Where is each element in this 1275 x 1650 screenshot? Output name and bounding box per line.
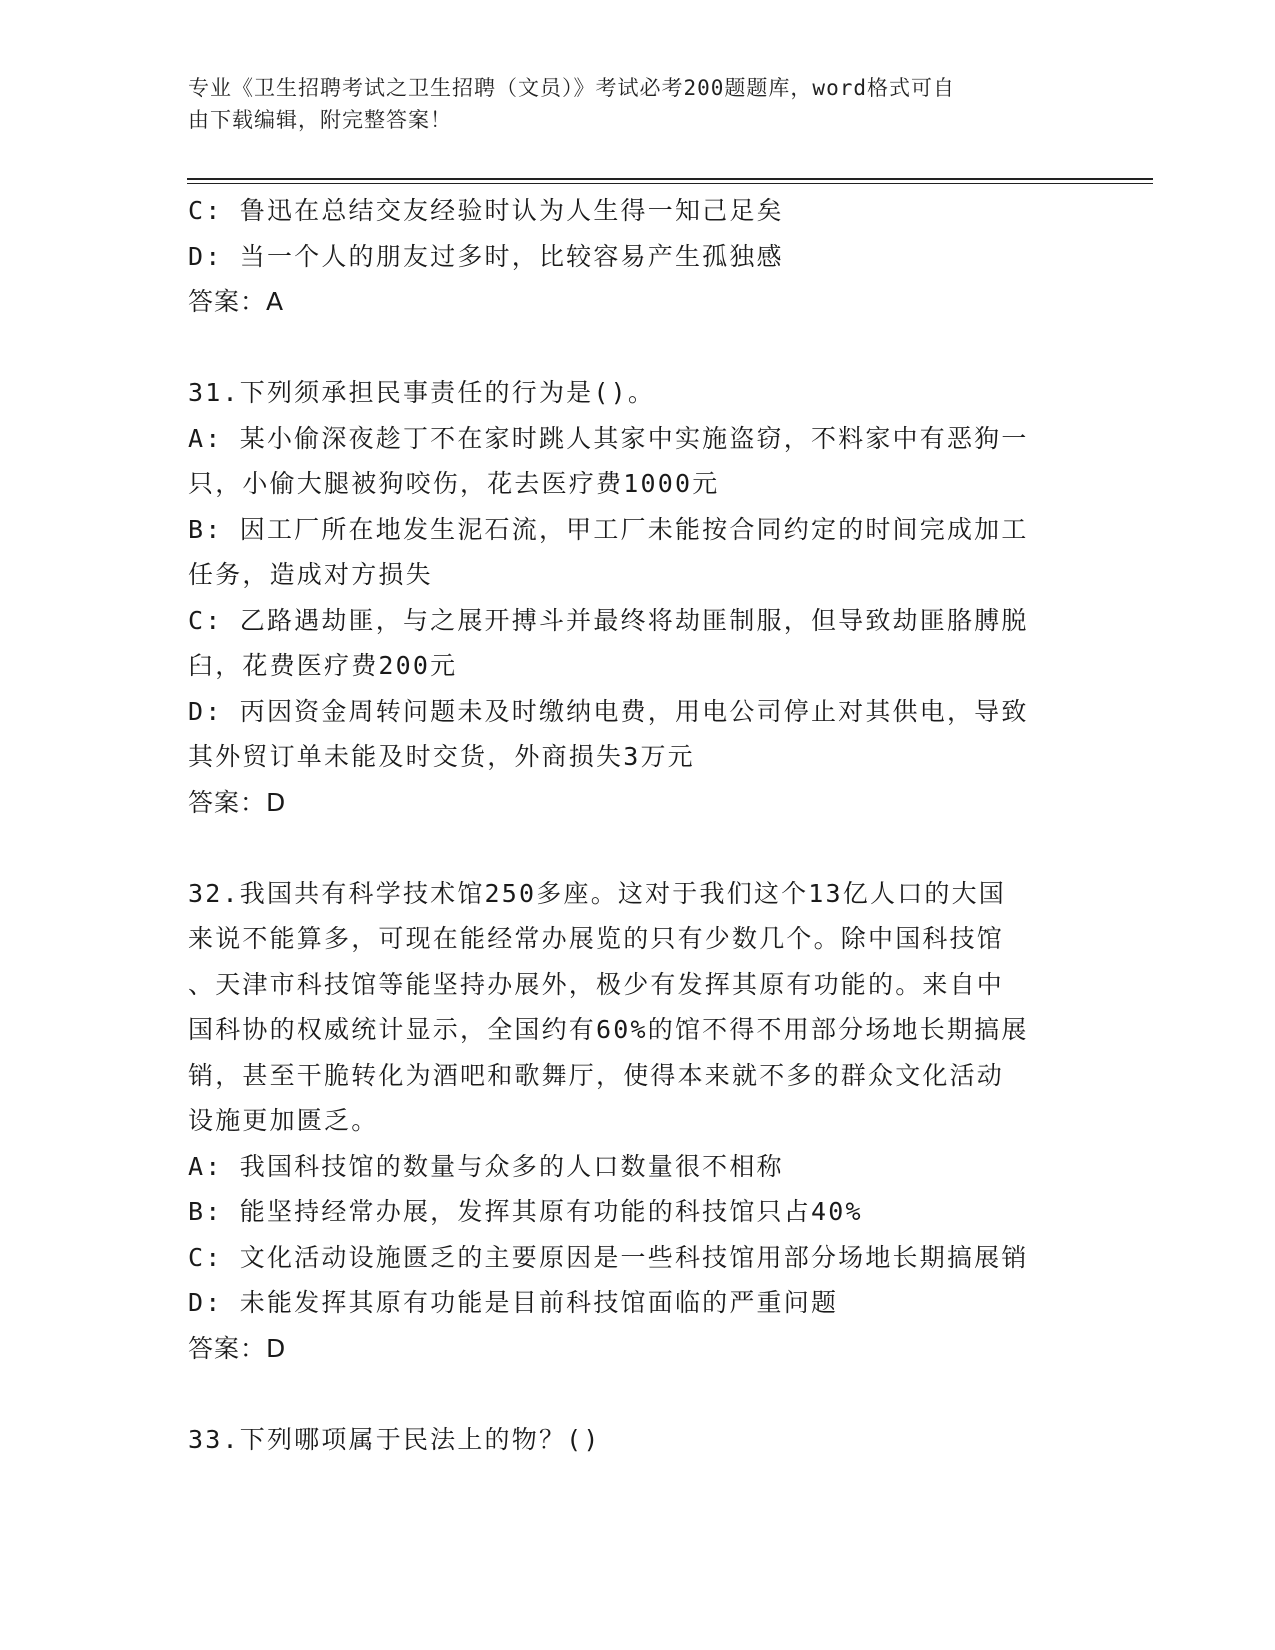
spacer — [188, 1371, 1088, 1417]
question-stem-cont: 、天津市科技馆等能坚持办展外，极少有发挥其原有功能的。来自中 — [188, 969, 1005, 999]
question-30 — [188, 188, 1088, 325]
option-a: A: 我国科技馆的数量与众多的人口数量很不相称 — [188, 1151, 784, 1181]
option-d-cont: 其外贸订单未能及时交货，外商损失3万元 — [188, 742, 695, 771]
spacer — [188, 325, 1088, 371]
question-stem-cont: 销，甚至干脆转化为酒吧和歌舞厅，使得本来就不多的群众文化活动 — [188, 1060, 1005, 1090]
option-d: D: 未能发挥其原有功能是目前科技馆面临的严重问题 — [188, 1288, 839, 1317]
question-stem-cont: 国科协的权威统计显示，全国约有60%的馆不得不用部分场地长期搞展 — [188, 1015, 1029, 1044]
question-32 — [188, 871, 1088, 1372]
question-stem-cont: 设施更加匮乏。 — [188, 1106, 379, 1135]
question-stem: 31.下列须承担民事责任的行为是()。 — [188, 378, 656, 407]
document-header — [188, 72, 1068, 136]
option-b: B: 能坚持经常办展，发挥其原有功能的科技馆只占40% — [188, 1197, 863, 1226]
option-a: A: 某小偷深夜趁丁不在家时跳人其家中实施盗窃，不料家中有恶狗一 — [188, 423, 1029, 453]
option-b-cont: 任务，造成对方损失 — [188, 560, 433, 589]
question-33 — [188, 1417, 1088, 1463]
question-stem-cont: 来说不能算多，可现在能经常办展览的只有少数几个。除中国科技馆 — [188, 924, 1005, 953]
header-divider-thick — [187, 178, 1153, 180]
option-c-cont: 臼，花费医疗费200元 — [188, 651, 458, 680]
answer: 答案：A — [188, 287, 285, 316]
spacer — [188, 825, 1088, 871]
document-body — [188, 188, 1088, 1462]
option-a-cont: 只，小偷大腿被狗咬伤，花去医疗费1000元 — [188, 469, 720, 498]
header-divider-thin — [187, 183, 1153, 184]
option-c: C: 文化活动设施匮乏的主要原因是一些科技馆用部分场地长期搞展销 — [188, 1242, 1029, 1272]
option-c: C: 鲁迅在总结交友经验时认为人生得一知己足矣 — [188, 196, 784, 225]
option-d: D: 当一个人的朋友过多时，比较容易产生孤独感 — [188, 241, 784, 271]
question-stem: 32.我国共有科学技术馆250多座。这对于我们这个13亿人口的大国 — [188, 878, 1007, 908]
option-c: C: 乙路遇劫匪，与之展开搏斗并最终将劫匪制服，但导致劫匪胳膊脱 — [188, 605, 1029, 635]
question-stem: 33.下列哪项属于民法上的物？() — [188, 1424, 601, 1454]
option-b: B: 因工厂所在地发生泥石流，甲工厂未能按合同约定的时间完成加工 — [188, 514, 1029, 544]
header-line-2: 由下载编辑，附完整答案！ — [188, 108, 452, 132]
answer: 答案：D — [188, 787, 287, 817]
answer: 答案：D — [188, 1333, 287, 1363]
question-31 — [188, 370, 1088, 825]
header-line-1: 专业《卫生招聘考试之卫生招聘（文员）》考试必考200题题库，word格式可自 — [188, 76, 955, 100]
option-d: D: 丙因资金周转问题未及时缴纳电费，用电公司停止对其供电，导致 — [188, 696, 1029, 726]
